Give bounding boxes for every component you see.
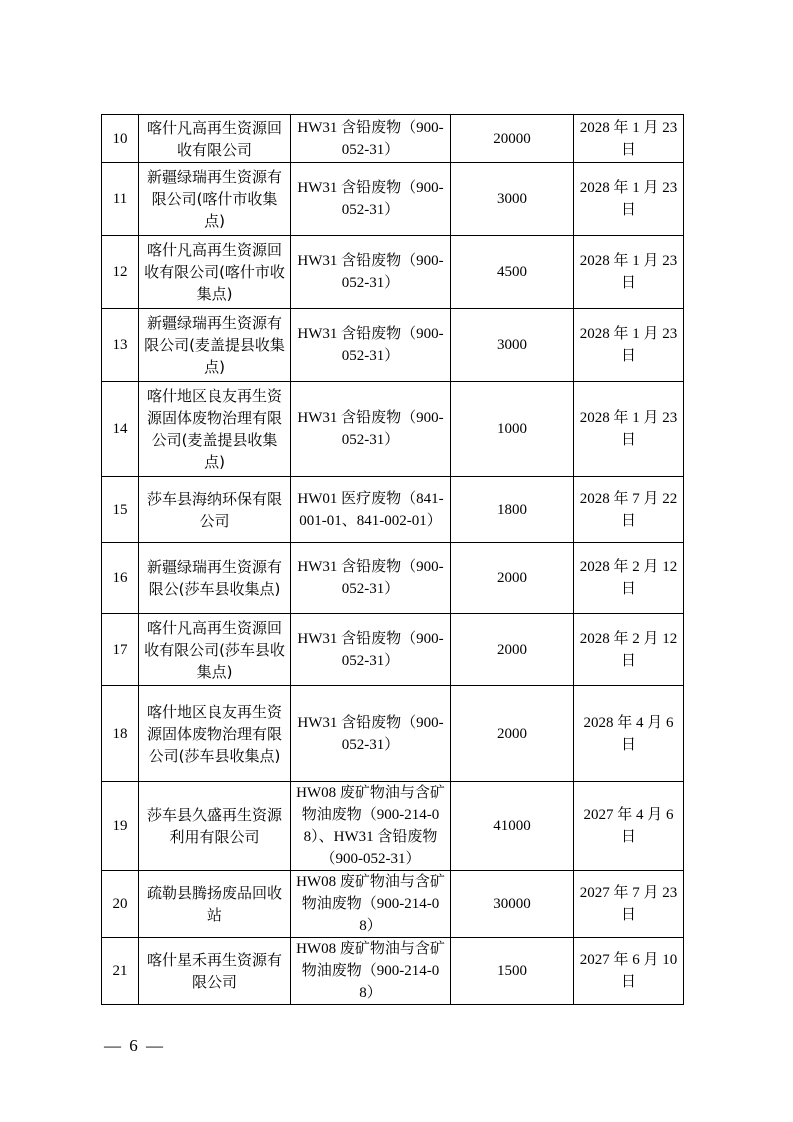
row-number-cell	[102, 115, 139, 163]
quantity-cell	[451, 938, 574, 1005]
row-number: 15	[112, 501, 128, 518]
company-name-cell	[139, 115, 291, 163]
expiry-date: 2027 年 6 月 10 日	[579, 952, 678, 990]
company-name: 喀什凡高再生资源回收有限公司(喀什市收集点)	[144, 241, 285, 303]
table-row	[102, 309, 684, 382]
waste-type-cell	[291, 477, 451, 543]
row-number-cell	[102, 871, 139, 938]
waste-type-cell	[291, 236, 451, 309]
row-number: 10	[112, 130, 128, 147]
quantity-cell	[451, 382, 574, 477]
company-name: 喀什星禾再生资源有限公司	[146, 951, 282, 991]
row-number: 12	[112, 264, 128, 280]
waste-type-cell	[291, 543, 451, 614]
waste-type: HW08 废矿物油与含矿物油废物（900-214-08）	[296, 874, 445, 934]
waste-type: HW31 含铅废物（900-052-31）	[297, 410, 444, 448]
row-number-cell	[102, 782, 139, 871]
table-row	[102, 163, 684, 236]
quantity: 1000	[497, 421, 527, 437]
waste-type-cell	[291, 309, 451, 382]
table-row	[102, 543, 684, 614]
company-name: 莎车县海纳环保有限公司	[146, 489, 282, 530]
company-name: 新疆绿瑞再生资源有限公(莎车县收集点)	[146, 558, 282, 598]
company-name-cell	[139, 938, 291, 1005]
expiry-date: 2028 年 7 月 22 日	[579, 490, 678, 529]
row-number: 19	[112, 818, 128, 834]
waste-type: HW08 废矿物油与含矿物油废物（900-214-08）、HW31 含铅废物（900-052-31）	[296, 785, 445, 867]
quantity: 2000	[497, 641, 527, 658]
expiry-date-cell	[574, 543, 684, 614]
expiry-date-cell	[574, 871, 684, 938]
quantity-cell	[451, 686, 574, 782]
expiry-date: 2028 年 1 月 23 日	[579, 180, 678, 218]
row-number-cell	[102, 477, 139, 543]
expiry-date: 2028 年 2 月 12 日	[579, 630, 678, 669]
row-number: 11	[112, 191, 128, 207]
table-row	[102, 782, 684, 871]
company-name-cell	[139, 309, 291, 382]
quantity: 4500	[497, 264, 527, 280]
company-name: 喀什地区良友再生资源固体废物治理有限公司(莎车县收集点)	[146, 702, 282, 765]
quantity-cell	[451, 871, 574, 938]
quantity-cell	[451, 163, 574, 236]
waste-type: HW31 含铅废物（900-052-31）	[297, 630, 444, 669]
waste-type-cell	[291, 115, 451, 163]
waste-type: HW08 废矿物油与含矿物油废物（900-214-08）	[296, 941, 445, 1001]
company-name: 新疆绿瑞再生资源有限公司(麦盖提县收集点)	[144, 314, 285, 376]
table-row	[102, 938, 684, 1005]
company-name-cell	[139, 871, 291, 938]
table-row	[102, 115, 684, 163]
company-name: 新疆绿瑞再生资源有限公司(喀什市收集点)	[146, 168, 282, 230]
expiry-date-cell	[574, 382, 684, 477]
waste-type-cell	[291, 686, 451, 782]
row-number: 20	[112, 896, 128, 912]
table-row	[102, 236, 684, 309]
expiry-date-cell	[574, 163, 684, 236]
row-number-cell	[102, 309, 139, 382]
company-name-cell	[139, 382, 291, 477]
row-number-cell	[102, 382, 139, 477]
expiry-date: 2028 年 2 月 12 日	[579, 559, 678, 597]
expiry-date: 2027 年 4 月 6 日	[583, 807, 674, 845]
quantity: 2000	[497, 570, 527, 586]
waste-type: HW01 医疗废物（841-001-01、841-002-01）	[297, 490, 444, 529]
expiry-date: 2027 年 7 月 23 日	[579, 885, 678, 923]
waste-type-cell	[291, 382, 451, 477]
company-name: 喀什凡高再生资源回收有限公司(莎车县收集点)	[144, 618, 285, 681]
waste-type: HW31 含铅废物（900-052-31）	[297, 253, 444, 291]
row-number-cell	[102, 236, 139, 309]
waste-type: HW31 含铅废物（900-052-31）	[297, 180, 444, 218]
expiry-date-cell	[574, 309, 684, 382]
row-number-cell	[102, 614, 139, 686]
quantity-cell	[451, 236, 574, 309]
company-name-cell	[139, 477, 291, 543]
row-number: 13	[112, 337, 128, 353]
table-row	[102, 614, 684, 686]
waste-type: HW31 含铅废物（900-052-31）	[297, 714, 444, 753]
company-name-cell	[139, 236, 291, 309]
row-number-cell	[102, 163, 139, 236]
company-name: 莎车县久盛再生资源利用有限公司	[146, 806, 282, 846]
company-name-cell	[139, 163, 291, 236]
waste-type-cell	[291, 614, 451, 686]
quantity-cell	[451, 614, 574, 686]
row-number: 17	[112, 641, 128, 658]
waste-type: HW31 含铅废物（900-052-31）	[297, 326, 444, 364]
expiry-date: 2028 年 1 月 23 日	[579, 253, 678, 291]
table-row	[102, 477, 684, 543]
expiry-date: 2028 年 1 月 23 日	[579, 119, 678, 158]
quantity-cell	[451, 309, 574, 382]
page-number: — 6 —	[104, 1036, 165, 1055]
quantity-cell	[451, 782, 574, 871]
company-name-cell	[139, 614, 291, 686]
expiry-date-cell	[574, 236, 684, 309]
expiry-date: 2028 年 4 月 6 日	[583, 714, 674, 753]
company-name-cell	[139, 543, 291, 614]
expiry-date-cell	[574, 614, 684, 686]
table-row	[102, 871, 684, 938]
waste-type-cell	[291, 938, 451, 1005]
expiry-date: 2028 年 1 月 23 日	[579, 326, 678, 364]
hazardous-waste-permit-table	[101, 114, 684, 1005]
row-number: 16	[112, 570, 128, 586]
waste-type-cell	[291, 163, 451, 236]
company-name-cell	[139, 686, 291, 782]
company-name: 疏勒县腾扬废品回收站	[146, 884, 282, 924]
quantity-cell	[451, 477, 574, 543]
table-row	[102, 382, 684, 477]
table-body	[102, 115, 684, 1005]
quantity-cell	[451, 115, 574, 163]
row-number-cell	[102, 686, 139, 782]
waste-type: HW31 含铅废物（900-052-31）	[297, 119, 444, 158]
quantity: 20000	[493, 130, 531, 147]
company-name: 喀什地区良友再生资源固体废物治理有限公司(麦盖提县收集点)	[146, 387, 282, 471]
table-row	[102, 686, 684, 782]
waste-type-cell	[291, 871, 451, 938]
quantity: 2000	[497, 725, 527, 742]
expiry-date: 2028 年 1 月 23 日	[579, 410, 678, 448]
quantity: 41000	[493, 818, 531, 834]
expiry-date-cell	[574, 115, 684, 163]
row-number: 14	[112, 421, 128, 437]
quantity: 3000	[497, 191, 527, 207]
quantity: 3000	[497, 337, 527, 353]
quantity: 1800	[497, 501, 527, 518]
row-number: 21	[112, 963, 128, 979]
quantity-cell	[451, 543, 574, 614]
row-number-cell	[102, 543, 139, 614]
company-name-cell	[139, 782, 291, 871]
row-number-cell	[102, 938, 139, 1005]
row-number: 18	[112, 725, 128, 742]
quantity: 30000	[493, 896, 531, 912]
waste-type: HW31 含铅废物（900-052-31）	[297, 559, 444, 597]
waste-type-cell	[291, 782, 451, 871]
expiry-date-cell	[574, 477, 684, 543]
expiry-date-cell	[574, 938, 684, 1005]
expiry-date-cell	[574, 686, 684, 782]
company-name: 喀什凡高再生资源回收有限公司	[146, 118, 282, 159]
expiry-date-cell	[574, 782, 684, 871]
quantity: 1500	[497, 963, 527, 979]
